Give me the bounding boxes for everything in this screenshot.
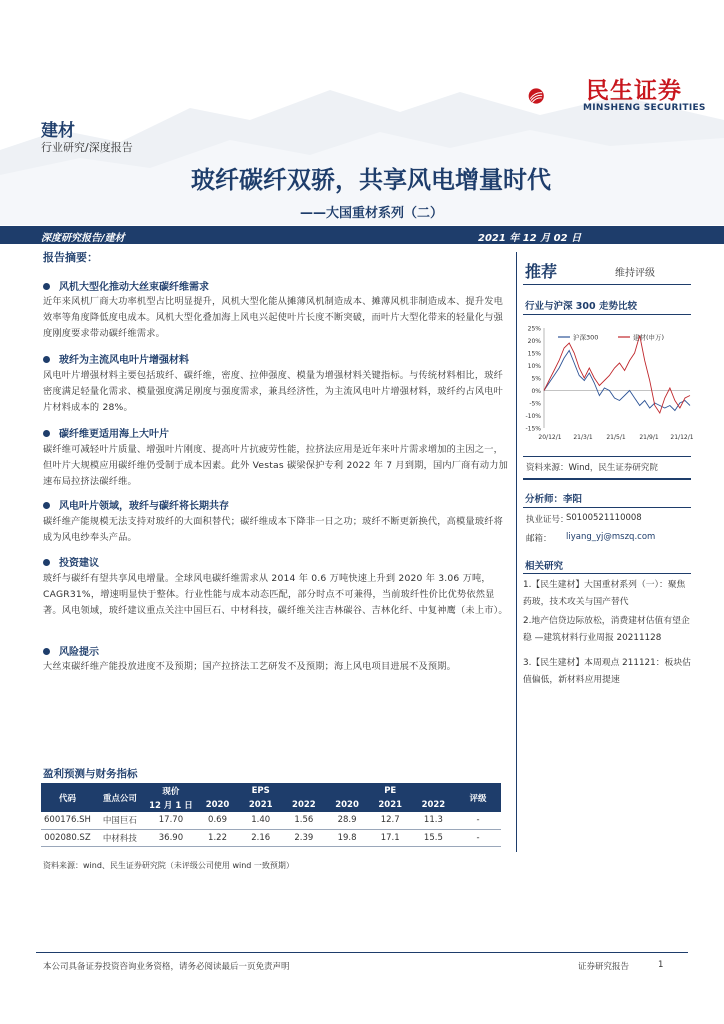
section-heading: 风险提示 — [43, 643, 99, 658]
divider — [523, 284, 691, 285]
divider — [523, 478, 691, 480]
cell-rating: - — [455, 812, 501, 829]
cell-eps: 1.56 — [282, 812, 325, 829]
table-row — [41, 812, 501, 829]
financials-source: 资料来源：wind、民生证券研究院（未评级公司使用 wind 一致预期） — [43, 861, 294, 870]
section-heading: 玻纤为主流风电叶片增强材料 — [43, 351, 189, 366]
table-row — [41, 829, 501, 846]
section-body: 碳纤维产能规模无法支持对玻纤的大面积替代；碳纤维成本下降非一日之功；玻纤不断更新换代，高模量玻纤将成为风电纱奉头产品。 — [43, 516, 503, 543]
footer-disclaimer: 本公司具备证券投资咨询业务资格，请务必阅读最后一页免责声明 — [43, 962, 290, 972]
rating-text: 维持评级 — [615, 268, 655, 279]
divider — [523, 456, 691, 457]
x-tick-label: 21/3/1 — [573, 434, 593, 441]
section-heading: 风机大型化推动大丝束碳纤维需求 — [43, 278, 209, 293]
header-year: 2020 — [196, 798, 239, 812]
x-tick-label: 21/12/1 — [670, 434, 694, 441]
y-tick-label: 20% — [527, 338, 541, 345]
page-number: 1 — [658, 960, 664, 970]
header-year: 2020 — [325, 798, 368, 812]
recommendation: 推荐 — [525, 262, 558, 281]
bullet-icon — [43, 559, 50, 566]
related-item[interactable]: 3.【民生建材】本周观点 211121：板块估值偏低，新材料应用提速 — [523, 658, 691, 685]
financials-title: 盈利预测与财务指标 — [43, 768, 138, 780]
header-eps: EPS — [196, 784, 326, 798]
cell-pe: 28.9 — [325, 812, 368, 829]
divider — [523, 314, 691, 315]
header-band — [0, 226, 724, 244]
cell-company: 中材科技 — [94, 829, 146, 846]
trend-chart — [514, 320, 694, 448]
section-body: 碳纤维可减轻叶片质量、增强叶片刚度、提高叶片抗疲劳性能，拉挤法应用是近年来叶片需求增加的主因之一，但叶片大规模应用碳纤维仍受制于成本因素。此外 Vestas 碳梁保护专利 2022 年 7 月到期，国内厂商有动力加速布局拉挤法碳纤维。 — [43, 444, 509, 487]
cell-eps: 1.40 — [239, 812, 282, 829]
series-line-hs300 — [544, 351, 690, 411]
cell-eps: 2.16 — [239, 829, 282, 846]
header-year: 2022 — [282, 798, 325, 812]
financials-table — [41, 784, 501, 847]
cell-rating: - — [455, 829, 501, 846]
email-label: 邮箱： — [526, 534, 552, 544]
report-date: 2021 年 12 月 02 日 — [478, 233, 582, 244]
related-title: 相关研究 — [525, 561, 564, 572]
band-category: 深度研究报告/建材 — [41, 233, 125, 244]
cell-price: 36.90 — [146, 829, 196, 846]
footer-label: 证券研究报告 — [578, 962, 630, 972]
summary-heading: 报告摘要： — [43, 251, 98, 264]
cell-company: 中国巨石 — [94, 812, 146, 829]
section-heading: 碳纤维更适用海上大叶片 — [43, 425, 169, 440]
bullet-icon — [43, 283, 50, 290]
y-tick-label: 15% — [527, 350, 541, 358]
report-subtitle: ——大国重材系列（二） — [300, 206, 444, 221]
cell-pe: 15.5 — [412, 829, 455, 846]
y-tick-label: -10% — [525, 413, 541, 420]
section-body: 风电叶片增强材料主要包括玻纤、碳纤维，密度、拉伸强度、模量为增强材料关键指标。与传统材料相比，玻纤密度满足轻量化需求、模量强度满足刚度与强度需求，兼具经济性，为主流风电叶片增强材料，玻纤约占风电叶片材料成本的 28%。 — [43, 370, 503, 413]
header-price-date: 12 月 1 日 — [146, 798, 196, 812]
x-tick-label: 20/12/1 — [538, 434, 562, 441]
logo-name: 民生证券 — [586, 78, 682, 104]
header-year: 2021 — [369, 798, 412, 812]
cell-pe: 19.8 — [325, 829, 368, 846]
bullet-icon — [43, 430, 50, 437]
cell-price: 17.70 — [146, 812, 196, 829]
chart-source: 资料来源：Wind，民生证券研究院 — [526, 463, 658, 473]
cell-code: 002080.SZ — [41, 829, 94, 846]
header-code: 代码 — [41, 784, 94, 812]
related-item[interactable]: 1.【民生建材】大国重材系列（一）：聚焦药玻，技术攻关与国产替代 — [523, 580, 686, 607]
header-company: 重点公司 — [94, 784, 146, 812]
section-heading: 风电叶片领域，玻纤与碳纤将长期共存 — [43, 497, 229, 512]
minsheng-logo-icon — [527, 70, 583, 122]
y-tick-label: -5% — [529, 400, 541, 408]
x-tick-label: 21/9/1 — [639, 434, 659, 441]
legend-label: 建材(申万) — [633, 333, 665, 342]
report-type: 行业研究/深度报告 — [41, 141, 133, 154]
email-link[interactable]: liyang_yj@mszq.com — [566, 532, 656, 542]
license-label: 执业证号： — [526, 515, 569, 525]
y-tick-label: 10% — [527, 363, 541, 370]
header-year: 2021 — [239, 798, 282, 812]
header-price: 现价 — [146, 784, 196, 798]
y-tick-label: 0% — [531, 388, 541, 395]
legend-label: 沪深300 — [573, 333, 599, 342]
divider — [523, 573, 691, 574]
cell-pe: 12.7 — [369, 812, 412, 829]
cell-pe: 17.1 — [369, 829, 412, 846]
analyst-label: 分析师：李阳 — [525, 494, 583, 505]
header-pe: PE — [325, 784, 455, 798]
cell-eps: 2.39 — [282, 829, 325, 846]
license-value: S0100521110008 — [566, 513, 642, 523]
header-rating: 评级 — [455, 784, 501, 812]
report-title: 玻纤碳纤双骄，共享风电增量时代 — [191, 166, 551, 194]
x-tick-label: 21/5/1 — [606, 434, 626, 441]
bullet-icon — [43, 648, 50, 655]
related-item[interactable]: 2.地产信贷边际放松，消费建材估值有望企稳 —建筑材料行业周报 20211128 — [523, 616, 690, 643]
cell-pe: 11.3 — [412, 812, 455, 829]
footer-divider — [36, 952, 688, 953]
section-body: 玻纤与碳纤有望共享风电增量。全球风电碳纤维需求从 2014 年 0.6 万吨快速上升到 2020 年 3.06 万吨，CAGR31%，增速明显快于整体。行业性能与成本动态匹配，部分时点不可兼得，当前玻纤性价比优势依然显著。风电领域，玻纤建议重点关注中国巨石、中材科技，碳纤维关注吉林碳谷、吉林化纤、中复神鹰（未上市）。 — [43, 573, 508, 616]
y-tick-label: -15% — [525, 425, 541, 433]
header-year: 2022 — [412, 798, 455, 812]
chart-title: 行业与沪深 300 走势比较 — [525, 301, 637, 312]
y-tick-label: 5% — [531, 375, 541, 383]
cell-code: 600176.SH — [41, 812, 94, 829]
cell-eps: 0.69 — [196, 812, 239, 829]
section-body: 近年来风机厂商大功率机型占比明显提升，风机大型化能从摊薄风机制造成本、摊薄风机非制造成本、提升发电效率等角度降低度电成本。风机大型化叠加海上风电兴起使叶片长度不断突破，而叶片大型化带来的轻量化与强度刚度要求带动碳纤维需求。 — [43, 296, 503, 339]
bullet-icon — [43, 356, 50, 363]
section-body: 大丝束碳纤维产能投放进度不及预期；国产拉挤法工艺研发不及预期；海上风电项目进展不及预期。 — [43, 661, 457, 672]
bullet-icon — [43, 502, 50, 509]
cell-eps: 1.22 — [196, 829, 239, 846]
divider — [523, 507, 691, 508]
industry-label: 建材 — [41, 121, 75, 141]
y-tick-label: 25% — [527, 325, 541, 333]
logo-english-name: MINSHENG SECURITIES — [583, 103, 706, 113]
series-line-building-materials — [544, 336, 690, 414]
section-heading: 投资建议 — [43, 554, 99, 569]
